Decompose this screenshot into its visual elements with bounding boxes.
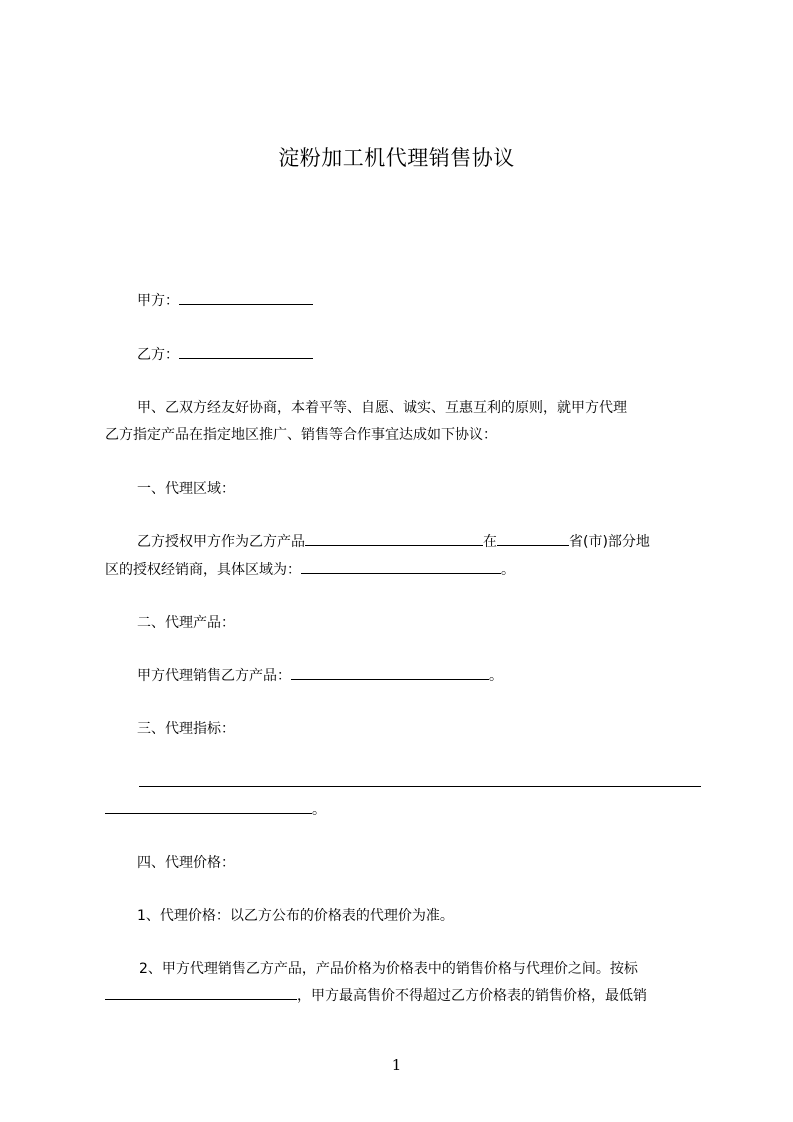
region-blank bbox=[301, 560, 501, 574]
party-b-blank bbox=[179, 345, 313, 359]
intro-line-1: 甲、乙双方经友好协商，本着平等、自愿、诚实、互惠互利的原则，就甲方代理 bbox=[137, 400, 627, 416]
section-3-heading: 三、代理指标： bbox=[137, 721, 235, 737]
quota-blank-line-2 bbox=[105, 800, 312, 814]
page-number: 1 bbox=[391, 1056, 402, 1074]
quota-blank-line-1 bbox=[139, 786, 701, 787]
intro-line-2: 乙方指定产品在指定地区推广、销售等合作事宜达成如下协议： bbox=[105, 427, 497, 443]
section-4-item-2-line-1: 2、甲方代理销售乙方产品，产品价格为价格表中的销售价格与代理价之间。按标 bbox=[139, 961, 638, 977]
party-b-label: 乙方： bbox=[137, 347, 179, 363]
section-1-heading: 一、代理区域： bbox=[137, 481, 235, 497]
party-b-line bbox=[137, 345, 313, 365]
section-1-line-2 bbox=[105, 560, 515, 580]
section-1-line-1 bbox=[137, 532, 650, 552]
section-4-item-1: 1、代理价格：以乙方公布的价格表的代理价为准。 bbox=[137, 908, 454, 924]
party-a-line bbox=[137, 291, 313, 311]
section-1-text-d: 区的授权经销商，具体区域为： bbox=[105, 562, 301, 578]
agent-product-blank bbox=[291, 666, 489, 680]
section-2-heading: 二、代理产品： bbox=[137, 615, 235, 631]
section-4-heading: 四、代理价格： bbox=[137, 855, 235, 871]
section-1-text-c: 省(市)部分地 bbox=[569, 534, 650, 550]
party-a-blank bbox=[179, 291, 313, 305]
section-4-item-2-text: ，甲方最高售价不得超过乙方价格表的销售价格，最低销 bbox=[297, 988, 647, 1004]
section-3-line-2 bbox=[105, 800, 326, 820]
section-2-end: 。 bbox=[489, 668, 503, 684]
document-title: 淀粉加工机代理销售协议 bbox=[278, 146, 515, 170]
section-2-text: 甲方代理销售乙方产品： bbox=[137, 668, 291, 684]
section-1-text-a: 乙方授权甲方作为乙方产品 bbox=[137, 534, 305, 550]
section-4-item-2-line-2 bbox=[105, 986, 647, 1006]
section-2-line bbox=[137, 666, 503, 686]
price-standard-blank bbox=[105, 986, 297, 1000]
province-blank bbox=[497, 532, 569, 546]
section-1-text-b: 在 bbox=[483, 534, 497, 550]
section-1-end: 。 bbox=[501, 562, 515, 578]
section-3-end: 。 bbox=[312, 802, 326, 818]
party-a-label: 甲方： bbox=[137, 293, 179, 309]
product-blank bbox=[305, 532, 483, 546]
